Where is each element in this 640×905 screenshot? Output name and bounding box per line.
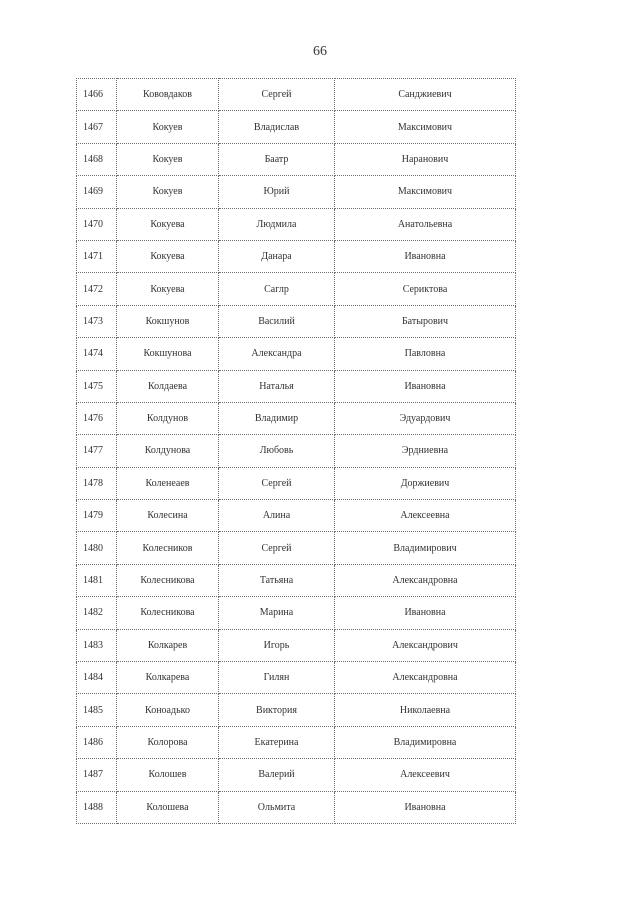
first-name-cell: Владимир — [219, 402, 335, 434]
table-row — [77, 500, 516, 532]
patronymic-cell: Владимировна — [335, 726, 516, 758]
last-name-cell: Колесников — [117, 532, 219, 564]
table-row — [77, 791, 516, 823]
first-name-cell: Сергей — [219, 467, 335, 499]
last-name-cell: Колдаева — [117, 370, 219, 402]
roster-table — [76, 78, 516, 824]
last-name-cell: Кововдаков — [117, 79, 219, 111]
first-name-cell: Ольмита — [219, 791, 335, 823]
last-name-cell: Кокуев — [117, 143, 219, 175]
patronymic-cell: Сериктова — [335, 273, 516, 305]
first-name-cell: Татьяна — [219, 564, 335, 596]
patronymic-cell: Эдуардович — [335, 402, 516, 434]
first-name-cell: Юрий — [219, 176, 335, 208]
table-row — [77, 338, 516, 370]
table-row — [77, 435, 516, 467]
patronymic-cell: Санджиевич — [335, 79, 516, 111]
first-name-cell: Сергей — [219, 79, 335, 111]
patronymic-cell: Максимович — [335, 111, 516, 143]
row-number-cell: 1486 — [77, 726, 117, 758]
last-name-cell: Колесникова — [117, 564, 219, 596]
patronymic-cell: Батырович — [335, 305, 516, 337]
row-number-cell: 1473 — [77, 305, 117, 337]
patronymic-cell: Анатольевна — [335, 208, 516, 240]
row-number-cell: 1474 — [77, 338, 117, 370]
first-name-cell: Саглр — [219, 273, 335, 305]
last-name-cell: Колкарева — [117, 662, 219, 694]
table-row — [77, 305, 516, 337]
last-name-cell: Колесина — [117, 500, 219, 532]
page-number: 66 — [313, 44, 327, 59]
first-name-cell: Владислав — [219, 111, 335, 143]
first-name-cell: Данара — [219, 240, 335, 272]
patronymic-cell: Эрдниевна — [335, 435, 516, 467]
row-number-cell: 1471 — [77, 240, 117, 272]
last-name-cell: Кокуева — [117, 240, 219, 272]
patronymic-cell: Ивановна — [335, 791, 516, 823]
row-number-cell: 1484 — [77, 662, 117, 694]
patronymic-cell: Александровна — [335, 564, 516, 596]
table-row — [77, 176, 516, 208]
last-name-cell: Кокуев — [117, 111, 219, 143]
patronymic-cell: Николаевна — [335, 694, 516, 726]
row-number-cell: 1472 — [77, 273, 117, 305]
row-number-cell: 1485 — [77, 694, 117, 726]
patronymic-cell: Ивановна — [335, 240, 516, 272]
row-number-cell: 1467 — [77, 111, 117, 143]
row-number-cell: 1477 — [77, 435, 117, 467]
row-number-cell: 1487 — [77, 759, 117, 791]
patronymic-cell: Ивановна — [335, 370, 516, 402]
first-name-cell: Василий — [219, 305, 335, 337]
table-row — [77, 240, 516, 272]
row-number-cell: 1478 — [77, 467, 117, 499]
last-name-cell: Колошева — [117, 791, 219, 823]
last-name-cell: Колорова — [117, 726, 219, 758]
first-name-cell: Игорь — [219, 629, 335, 661]
first-name-cell: Гилян — [219, 662, 335, 694]
first-name-cell: Марина — [219, 597, 335, 629]
first-name-cell: Любовь — [219, 435, 335, 467]
row-number-cell: 1479 — [77, 500, 117, 532]
table-row — [77, 759, 516, 791]
row-number-cell: 1466 — [77, 79, 117, 111]
patronymic-cell: Доржиевич — [335, 467, 516, 499]
row-number-cell: 1481 — [77, 564, 117, 596]
table-row — [77, 629, 516, 661]
row-number-cell: 1470 — [77, 208, 117, 240]
table-row — [77, 208, 516, 240]
table-row — [77, 532, 516, 564]
table-row — [77, 79, 516, 111]
row-number-cell: 1480 — [77, 532, 117, 564]
first-name-cell: Виктория — [219, 694, 335, 726]
row-number-cell: 1488 — [77, 791, 117, 823]
table-row — [77, 273, 516, 305]
last-name-cell: Кокуева — [117, 273, 219, 305]
table-row — [77, 726, 516, 758]
row-number-cell: 1475 — [77, 370, 117, 402]
table-row — [77, 111, 516, 143]
table-row — [77, 662, 516, 694]
first-name-cell: Валерий — [219, 759, 335, 791]
first-name-cell: Сергей — [219, 532, 335, 564]
table-row — [77, 467, 516, 499]
patronymic-cell: Алексеевич — [335, 759, 516, 791]
patronymic-cell: Александрович — [335, 629, 516, 661]
table-row — [77, 694, 516, 726]
last-name-cell: Коноадько — [117, 694, 219, 726]
last-name-cell: Колдунова — [117, 435, 219, 467]
patronymic-cell: Наранович — [335, 143, 516, 175]
last-name-cell: Кокуева — [117, 208, 219, 240]
last-name-cell: Кокшунова — [117, 338, 219, 370]
row-number-cell: 1469 — [77, 176, 117, 208]
table-row — [77, 143, 516, 175]
last-name-cell: Колкарев — [117, 629, 219, 661]
last-name-cell: Кокшунов — [117, 305, 219, 337]
row-number-cell: 1476 — [77, 402, 117, 434]
patronymic-cell: Алексеевна — [335, 500, 516, 532]
first-name-cell: Наталья — [219, 370, 335, 402]
patronymic-cell: Максимович — [335, 176, 516, 208]
last-name-cell: Колошев — [117, 759, 219, 791]
patronymic-cell: Ивановна — [335, 597, 516, 629]
last-name-cell: Колдунов — [117, 402, 219, 434]
patronymic-cell: Владимирович — [335, 532, 516, 564]
last-name-cell: Коленеаев — [117, 467, 219, 499]
patronymic-cell: Павловна — [335, 338, 516, 370]
first-name-cell: Алина — [219, 500, 335, 532]
table-row — [77, 564, 516, 596]
row-number-cell: 1483 — [77, 629, 117, 661]
patronymic-cell: Александровна — [335, 662, 516, 694]
first-name-cell: Баатр — [219, 143, 335, 175]
table-row — [77, 402, 516, 434]
last-name-cell: Колесникова — [117, 597, 219, 629]
roster-body — [77, 79, 516, 824]
row-number-cell: 1468 — [77, 143, 117, 175]
first-name-cell: Людмила — [219, 208, 335, 240]
first-name-cell: Екатерина — [219, 726, 335, 758]
table-row — [77, 597, 516, 629]
last-name-cell: Кокуев — [117, 176, 219, 208]
row-number-cell: 1482 — [77, 597, 117, 629]
table-row — [77, 370, 516, 402]
first-name-cell: Александра — [219, 338, 335, 370]
